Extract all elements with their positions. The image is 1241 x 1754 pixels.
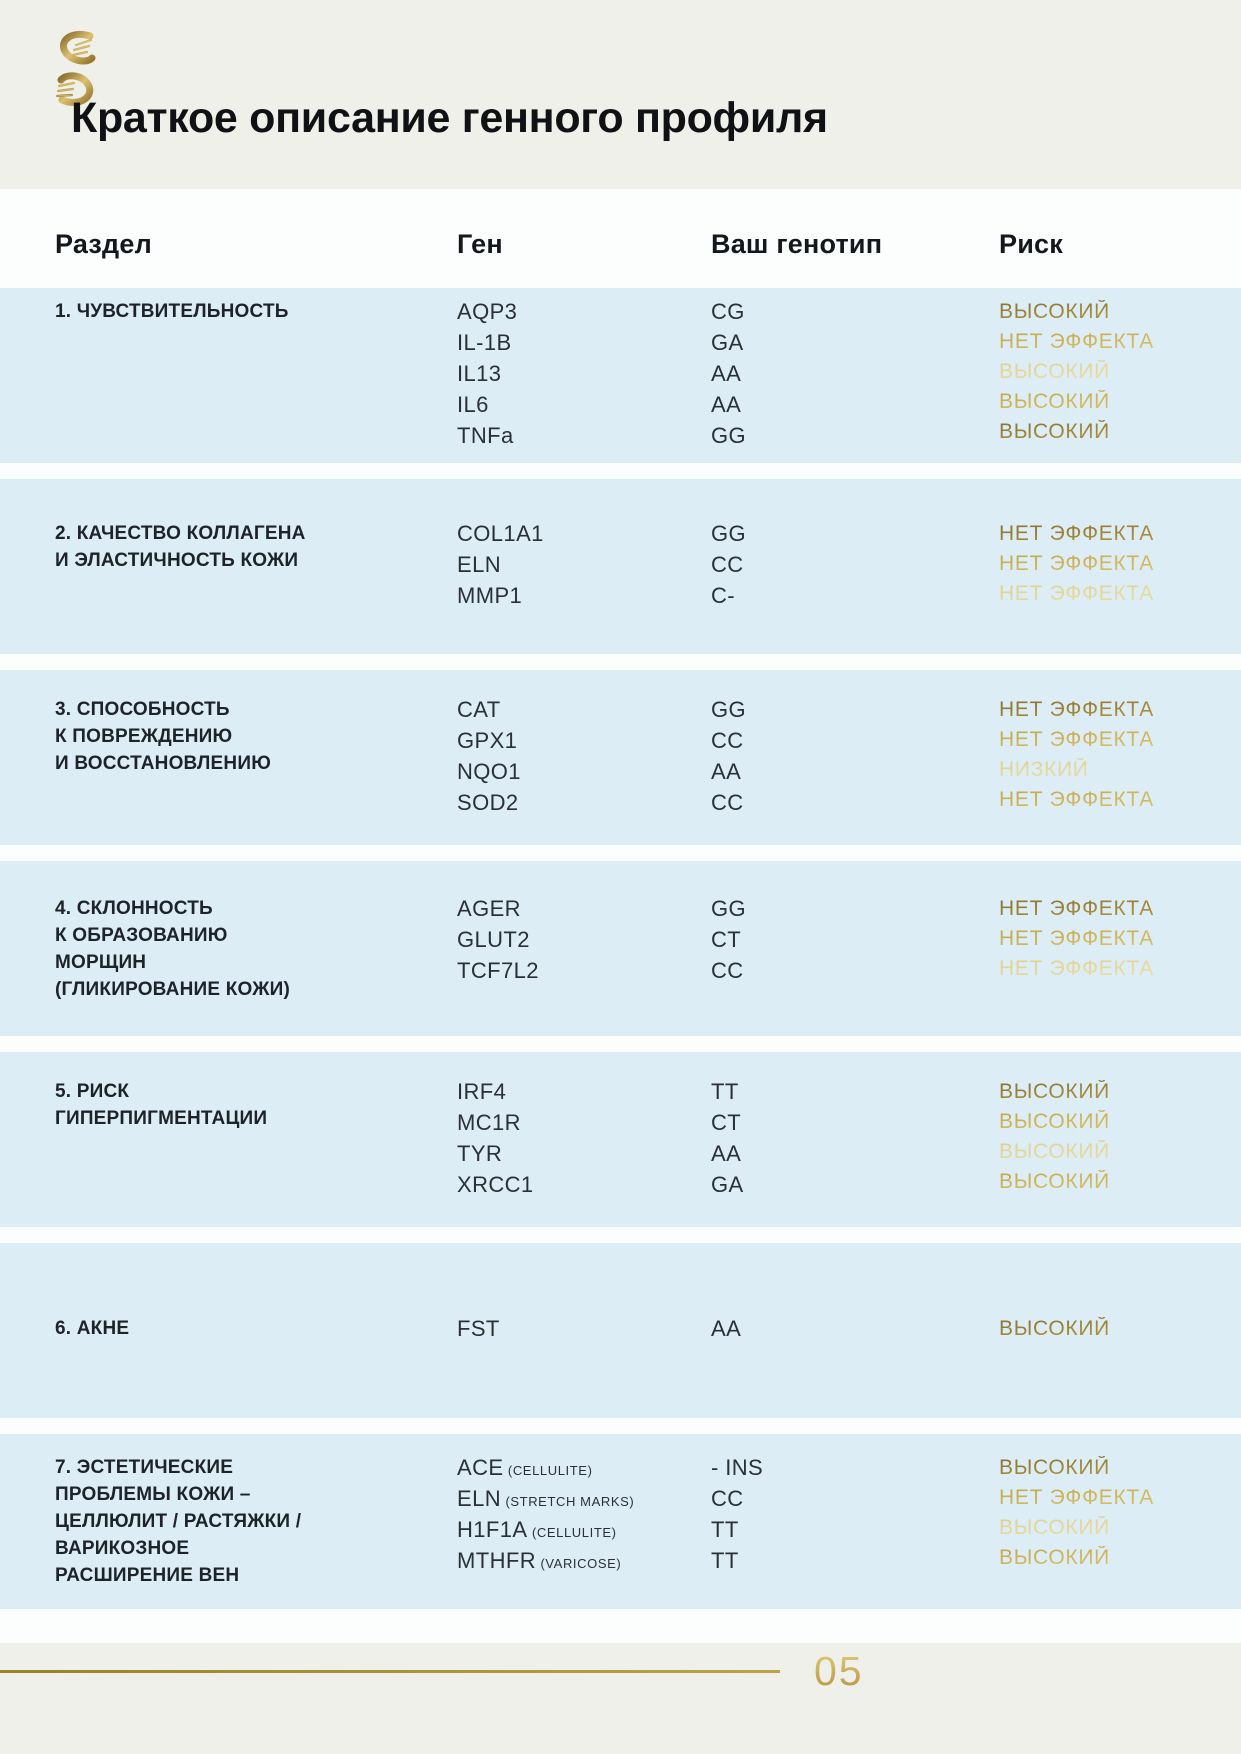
risk-value: НЕТ ЭФФЕКТА <box>999 787 1154 811</box>
section-name-line: МОРЩИН <box>55 951 147 973</box>
gene-name: IL13 <box>457 361 502 386</box>
section-name-line: 1. ЧУВСТВИТЕЛЬНОСТЬ <box>55 301 289 322</box>
section-name-line: ЦЕЛЛЮЛИТ / РАСТЯЖКИ / <box>55 1511 302 1532</box>
section-band <box>0 1243 1241 1418</box>
gene-name: TYR <box>457 1140 503 1166</box>
genotype-value: CT <box>711 926 742 952</box>
genotype-value: CC <box>711 957 744 983</box>
column-header-genotype: Ваш генотип <box>711 229 883 259</box>
risk-value: НЕТ ЭФФЕКТА <box>999 552 1154 575</box>
gene-note: (CELLULITE) <box>507 1463 593 1478</box>
column-header-section: Раздел <box>55 229 152 259</box>
genotype-value: CT <box>711 1109 742 1135</box>
genotype-value: CC <box>711 727 744 753</box>
section-name-line: 2. КАЧЕСТВО КОЛЛАГЕНА <box>55 523 306 544</box>
risk-value: ВЫСОКИЙ <box>999 360 1110 383</box>
genotype-value: AA <box>711 392 742 417</box>
gene-name: TCF7L2 <box>457 957 539 983</box>
risk-value: НЕТ ЭФФЕКТА <box>999 522 1154 545</box>
genotype-value: TT <box>711 1517 739 1542</box>
genotype-value: CG <box>711 299 745 324</box>
risk-value: НИЗКИЙ <box>999 757 1089 781</box>
risk-value: НЕТ ЭФФЕКТА <box>999 926 1154 950</box>
gene-name: NQO1 <box>457 758 521 784</box>
gene-name: COL1A1 <box>457 521 544 546</box>
gene-name: AQP3 <box>457 299 518 324</box>
gene-name: ELN <box>457 552 501 577</box>
section-band <box>0 288 1241 463</box>
risk-value: ВЫСОКИЙ <box>999 390 1110 413</box>
genotype-value: C- <box>711 583 736 608</box>
gene-name: CAT <box>457 696 501 722</box>
risk-value: ВЫСОКИЙ <box>999 1169 1110 1193</box>
section-name-line: ВАРИКОЗНОЕ <box>55 1538 190 1559</box>
gene-name: MC1R <box>457 1109 521 1135</box>
genotype-value: CC <box>711 789 744 815</box>
gene-name: ELN <box>457 1486 501 1511</box>
risk-value: НЕТ ЭФФЕКТА <box>999 330 1154 353</box>
gene-name: H1F1A <box>457 1517 528 1542</box>
page-footer <box>0 1643 1241 1754</box>
risk-value: ВЫСОКИЙ <box>999 1079 1110 1103</box>
risk-value: НЕТ ЭФФЕКТА <box>999 697 1154 721</box>
genotype-value: GG <box>711 895 747 921</box>
gene-name: FST <box>457 1316 500 1341</box>
section-name-line: И ЭЛАСТИЧНОСТЬ КОЖИ <box>55 550 299 571</box>
gene-note: (VARICOSE) <box>540 1556 622 1571</box>
page-header <box>0 0 1241 189</box>
gene-name: MTHFR <box>457 1548 536 1573</box>
section-name-line: И ВОССТАНОВЛЕНИЮ <box>55 752 271 774</box>
section-name-line: РАСШИРЕНИЕ ВЕН <box>55 1565 240 1586</box>
genotype-value: GG <box>711 521 747 546</box>
risk-value: НЕТ ЭФФЕКТА <box>999 896 1154 920</box>
risk-value: ВЫСОКИЙ <box>999 1109 1110 1133</box>
section-band <box>0 479 1241 654</box>
genotype-value: TT <box>711 1548 739 1573</box>
risk-value: НЕТ ЭФФЕКТА <box>999 1486 1154 1509</box>
gene-name: AGER <box>457 895 521 921</box>
column-header-gene: Ген <box>457 229 503 259</box>
genotype-value: AA <box>711 758 742 784</box>
section-name-line: К ОБРАЗОВАНИЮ <box>55 924 228 946</box>
gene-name: MMP1 <box>457 583 523 608</box>
section-name-line: ПРОБЛЕМЫ КОЖИ – <box>55 1484 251 1505</box>
gene-name: SOD2 <box>457 789 519 815</box>
section-name-line: 7. ЭСТЕТИЧЕСКИЕ <box>55 1457 234 1478</box>
section-name-line: 4. СКЛОННОСТЬ <box>55 897 213 919</box>
gene-note: (CELLULITE) <box>531 1525 617 1540</box>
risk-value: ВЫСОКИЙ <box>999 1317 1110 1340</box>
gene-name: IRF4 <box>457 1078 507 1104</box>
table-header-row <box>0 189 1241 288</box>
genotype-value: - INS <box>711 1455 764 1480</box>
risk-value: НЕТ ЭФФЕКТА <box>999 956 1154 980</box>
section-name-line: ГИПЕРПИГМЕНТАЦИИ <box>55 1107 268 1129</box>
gene-name: IL6 <box>457 392 489 417</box>
gene-name: GLUT2 <box>457 926 530 952</box>
section-band <box>0 670 1241 845</box>
section-band <box>0 861 1241 1036</box>
column-header-risk: Риск <box>999 229 1063 259</box>
section-band <box>0 1052 1241 1227</box>
genotype-value: GG <box>711 423 747 448</box>
gene-name: IL-1B <box>457 330 512 355</box>
risk-value: ВЫСОКИЙ <box>999 1546 1110 1569</box>
risk-value: ВЫСОКИЙ <box>999 1139 1110 1163</box>
genotype-value: AA <box>711 1140 742 1166</box>
genotype-value: CC <box>711 552 744 577</box>
section-band <box>0 1434 1241 1609</box>
genotype-value: AA <box>711 361 742 386</box>
page-title: Краткое описание генного профиля <box>71 94 828 142</box>
gene-name: GPX1 <box>457 727 518 753</box>
section-name-line: 3. СПОСОБНОСТЬ <box>55 698 230 720</box>
page-number: 05 <box>814 1648 864 1694</box>
genotype-value: CC <box>711 1486 744 1511</box>
gene-profile-table <box>0 189 1241 1643</box>
section-name-line: 6. АКНЕ <box>55 1318 130 1339</box>
gene-note: (STRETCH MARKS) <box>505 1494 635 1509</box>
risk-value: ВЫСОКИЙ <box>999 420 1110 443</box>
gene-name: ACE <box>457 1455 504 1480</box>
risk-value: ВЫСОКИЙ <box>999 300 1110 323</box>
risk-value: ВЫСОКИЙ <box>999 1516 1110 1539</box>
genotype-value: GA <box>711 330 744 355</box>
footer-rule <box>0 1670 780 1673</box>
risk-value: НЕТ ЭФФЕКТА <box>999 582 1154 605</box>
genotype-value: GG <box>711 696 747 722</box>
risk-value: ВЫСОКИЙ <box>999 1456 1110 1479</box>
risk-value: НЕТ ЭФФЕКТА <box>999 727 1154 751</box>
genotype-value: AA <box>711 1316 742 1341</box>
table-body <box>0 288 1241 1609</box>
gene-name: XRCC1 <box>457 1171 534 1197</box>
gene-name: TNFa <box>457 423 514 448</box>
section-name-line: 5. РИСК <box>55 1080 130 1102</box>
section-name-line: (ГЛИКИРОВАНИЕ КОЖИ) <box>55 978 290 1000</box>
genotype-value: GA <box>711 1171 744 1197</box>
genotype-value: TT <box>711 1078 739 1104</box>
section-name-line: К ПОВРЕЖДЕНИЮ <box>55 725 233 747</box>
